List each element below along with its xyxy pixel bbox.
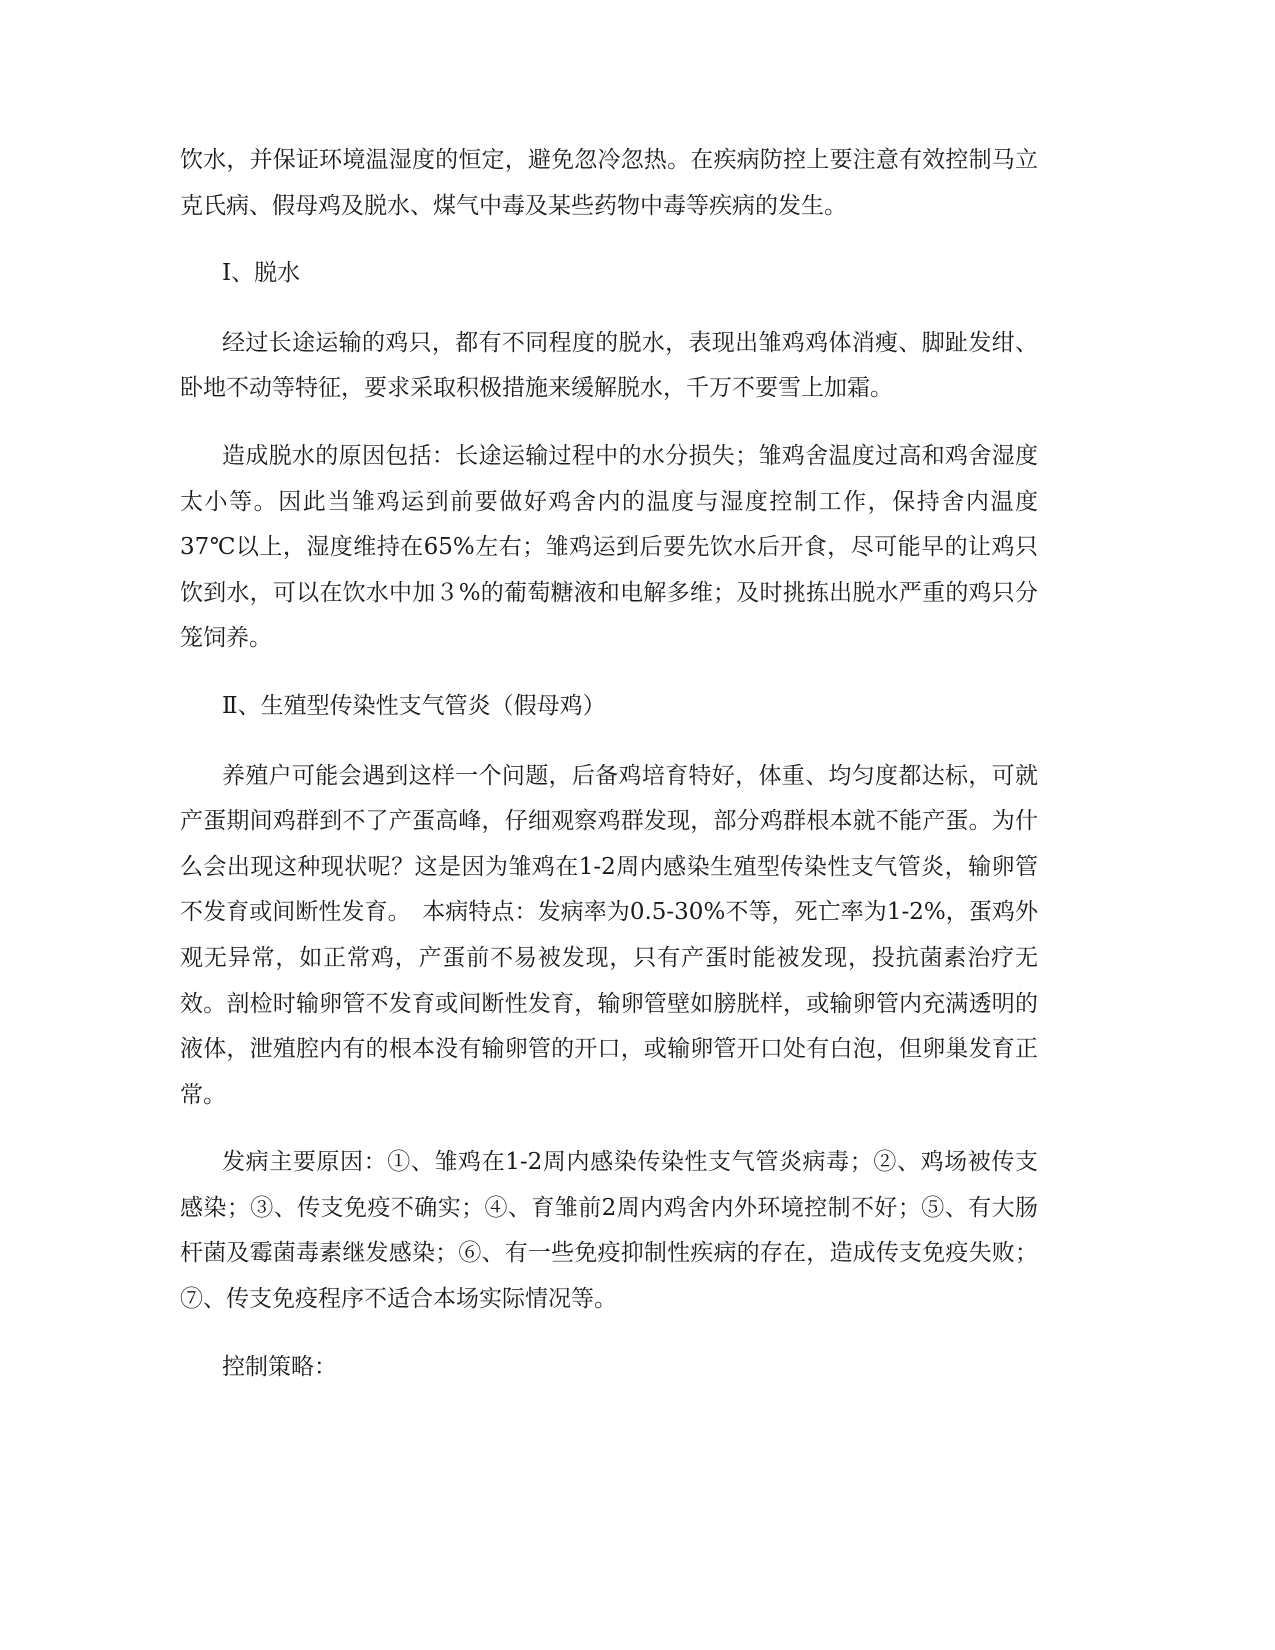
paragraph-continued: 饮水，并保证环境温湿度的恒定，避免忽冷忽热。在疾病防控上要注意有效控制马立克氏病、假母鸡及脱水、煤气中毒及某些药物中毒等疾病的发生。	[180, 147, 1038, 219]
paragraph-dehydration-symptoms: 经过长途运输的鸡只，都有不同程度的脱水，表现出雏鸡鸡体消瘦、脚趾发绀、卧地不动等特征，要求采取积极措施来缓解脱水，千万不要雪上加霜。	[180, 329, 1038, 402]
document-page	[180, 138, 1038, 1390]
heading-false-hen: Ⅱ、生殖型传染性支气管炎（假母鸡）	[222, 692, 606, 719]
heading-control-strategy: 控制策略：	[222, 1353, 337, 1380]
paragraph-dehydration-causes: 造成脱水的原因包括：长途运输过程中的水分损失；雏鸡舍温度过高和鸡舍湿度太小等。因此当雏鸡运到前要做好鸡舍内的温度与湿度控制工作，保持舍内温度37℃以上，湿度维持在65%左右；雏鸡运到后要先饮水后开食，尽可能早的让鸡只饮到水，可以在饮水中加３%的葡萄糖液和电解多维；及时挑拣出脱水严重的鸡只分笼饲养。	[180, 442, 1038, 652]
heading-dehydration: Ⅰ、脱水	[222, 260, 301, 287]
paragraph-false-hen-description: 养殖户可能会遇到这样一个问题，后备鸡培育特好，体重、均匀度都达标，可就产蛋期间鸡群到不了产蛋高峰，仔细观察鸡群发现，部分鸡群根本就不能产蛋。为什么会出现这种现状呢？这是因为雏鸡在1-2周内感染生殖型传染性支气管炎，输卵管不发育或间断性发育。 本病特点：发病率为0.5-30%不等，死亡率为1-2%，蛋鸡外观无异常，如正常鸡，产蛋前不易被发现，只有产蛋时能被发现，投抗菌素治疗无效。剖检时输卵管不发育或间断性发育，输卵管壁如膀胱样，或输卵管内充满透明的液体，泄殖腔内有的根本没有输卵管的开口，或输卵管开口处有白泡，但卵巢发育正常。	[180, 762, 1038, 1108]
paragraph-false-hen-causes: 发病主要原因：①、雏鸡在1-2周内感染传染性支气管炎病毒；②、鸡场被传支感染；③、传支免疫不确实；④、育雏前2周内鸡舍内外环境控制不好；⑤、有大肠杆菌及霉菌毒素继发感染；⑥、有一些免疫抑制性疾病的存在，造成传支免疫失败；⑦、传支免疫程序不适合本场实际情况等。	[180, 1149, 1038, 1313]
